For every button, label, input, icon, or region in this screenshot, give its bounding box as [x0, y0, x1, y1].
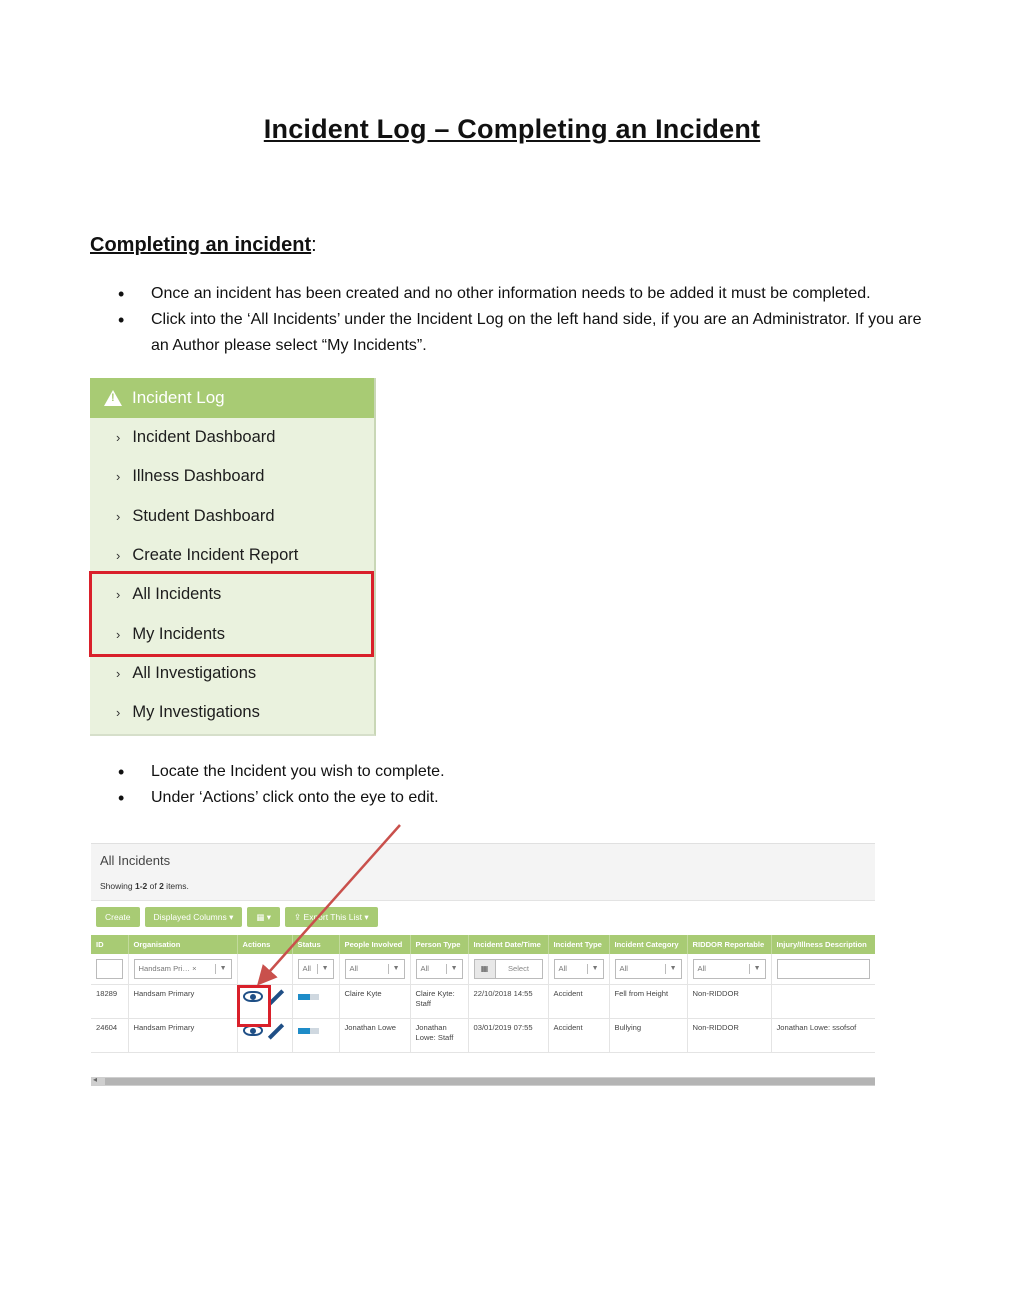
bullet-icon: • [118, 284, 125, 304]
column-header-status[interactable]: Status [292, 935, 339, 954]
cell-id: 18289 [91, 985, 128, 1019]
caret-down-icon: ▼ [587, 964, 599, 974]
chevron-right-icon: › [116, 430, 121, 446]
cell-organisation: Handsam Primary [128, 1019, 237, 1053]
panel-title: All Incidents [100, 853, 171, 868]
menu-item-incident-dashboard[interactable] [90, 418, 374, 457]
riddor-filter-select[interactable] [693, 959, 766, 979]
menu-item-all-investigations[interactable] [90, 654, 374, 693]
chevron-right-icon: › [116, 626, 121, 642]
column-header-id[interactable]: ID [91, 935, 128, 954]
list-item-text: Locate the Incident you wish to complete. [151, 763, 445, 780]
date-filter-value: Select [507, 964, 530, 973]
menu-header[interactable] [90, 378, 374, 418]
instruction-list-2 [118, 759, 938, 811]
bullet-icon: • [118, 762, 125, 782]
cell-people-involved: Claire Kyte [339, 985, 410, 1019]
menu-item-label: All Investigations [132, 663, 257, 682]
menu-item-illness-dashboard[interactable] [90, 457, 374, 496]
cell-incident-category: Bullying [609, 1019, 687, 1053]
document-title: Incident Log – Completing an Incident [263, 114, 761, 144]
menu-item-create-incident-report[interactable] [90, 536, 374, 575]
menu-item-my-investigations[interactable] [90, 693, 374, 732]
list-item-text: Click into the ‘All Incidents’ under the Incident Log on the left hand side, if you are an Administrator. If you are an Author please select “My Incidents”. [151, 311, 922, 354]
cell-person-type: Claire Kyte: Staff [410, 985, 468, 1019]
bullet-icon: • [118, 310, 125, 330]
description-filter-input[interactable] [777, 959, 870, 979]
column-header-incident-datetime[interactable]: Incident Date/Time [468, 935, 548, 954]
caret-down-icon: ▼ [388, 964, 400, 974]
calendar-icon[interactable]: ▦ [475, 960, 496, 978]
menu-header-label: Incident Log [132, 388, 225, 407]
cell-riddor: Non-RIDDOR [687, 1019, 771, 1053]
incident-type-filter-value: All [558, 964, 567, 973]
column-header-people-involved[interactable]: People Involved [339, 935, 410, 954]
cell-status [292, 1019, 339, 1053]
riddor-filter-value: All [697, 964, 706, 973]
grid-menu-button[interactable]: ▦ ▾ [247, 907, 280, 927]
chevron-right-icon: › [116, 508, 121, 524]
bullet-icon: • [118, 788, 125, 808]
caret-down-icon: ▼ [665, 964, 677, 974]
incident-log-menu [90, 378, 376, 736]
chevron-right-icon: › [116, 587, 121, 603]
panel-header [91, 844, 875, 901]
menu-item-label: Student Dashboard [132, 506, 275, 525]
menu-item-label: Illness Dashboard [132, 467, 265, 486]
instruction-list-1 [118, 281, 938, 359]
cell-person-type: Jonathan Lowe: Staff [410, 1019, 468, 1053]
cell-people-involved: Jonathan Lowe [339, 1019, 410, 1053]
list-item-text: Once an incident has been created and no other information needs to be added it must be completed. [151, 285, 871, 302]
category-filter-value: All [619, 964, 628, 973]
showing-total: 2 [159, 881, 164, 891]
column-header-incident-category[interactable]: Incident Category [609, 935, 687, 954]
caret-down-icon: ▼ [317, 964, 329, 974]
create-button[interactable]: Create [96, 907, 140, 927]
person-type-filter-value: All [420, 964, 429, 973]
warning-triangle-icon [104, 390, 122, 406]
section-heading-colon: : [311, 234, 317, 256]
chevron-right-icon: › [116, 469, 121, 485]
cell-id: 24604 [91, 1019, 128, 1053]
cell-description: Jonathan Lowe: ssofsof [771, 1019, 875, 1053]
showing-mid: of [147, 881, 160, 891]
cell-organisation: Handsam Primary [128, 985, 237, 1019]
menu-item-label: My Incidents [132, 624, 225, 643]
header-row [91, 935, 875, 954]
showing-range: 1-2 [134, 881, 148, 891]
column-header-actions: Actions [237, 935, 292, 954]
all-incidents-panel [91, 843, 875, 1103]
caret-down-icon: ▼ [215, 964, 227, 974]
column-header-incident-type[interactable]: Incident Type [548, 935, 609, 954]
list-item [118, 307, 938, 359]
showing-prefix: Showing [100, 881, 135, 891]
cell-incident-category: Fell from Height [609, 985, 687, 1019]
menu-item-label: Create Incident Report [132, 546, 299, 565]
people-filter-value: All [349, 964, 358, 973]
chevron-right-icon: › [116, 665, 121, 681]
showing-suffix: items. [163, 881, 189, 891]
menu-item-label: My Investigations [132, 703, 260, 722]
menu-item-label: Incident Dashboard [132, 428, 276, 447]
scrollbar-thumb[interactable] [105, 1078, 875, 1085]
organisation-filter-value: Handsam Pri… × [138, 964, 197, 973]
scroll-left-icon[interactable]: ◂ [93, 1075, 98, 1084]
table-row [91, 1019, 875, 1053]
caret-down-icon: ▼ [446, 964, 458, 974]
column-header-organisation[interactable]: Organisation [128, 935, 237, 954]
column-header-description[interactable]: Injury/Illness Description [771, 935, 875, 954]
date-filter[interactable] [474, 959, 543, 979]
horizontal-scrollbar[interactable] [91, 1077, 875, 1086]
cell-incident-datetime: 03/01/2019 07:55 [468, 1019, 548, 1053]
caret-down-icon: ▼ [749, 964, 761, 974]
incident-type-filter-select[interactable] [554, 959, 604, 979]
table-row [91, 985, 875, 1019]
person-type-filter-select[interactable] [416, 959, 463, 979]
annotation-arrow [230, 820, 410, 1000]
filter-row [91, 954, 875, 985]
list-item [118, 281, 938, 307]
menu-item-student-dashboard[interactable] [90, 497, 374, 536]
cell-description [771, 985, 875, 1019]
list-item [118, 785, 938, 811]
chevron-right-icon: › [116, 548, 121, 564]
status-progress-bar [298, 1028, 319, 1034]
menu-item-label: All Incidents [132, 585, 222, 604]
cell-incident-type: Accident [548, 1019, 609, 1053]
incidents-table [91, 935, 875, 1053]
cell-riddor: Non-RIDDOR [687, 985, 771, 1019]
id-filter-input[interactable] [96, 959, 123, 979]
list-item-text: Under ‘Actions’ click onto the eye to edit. [151, 789, 439, 806]
organisation-filter-select[interactable] [134, 959, 232, 979]
status-filter-value: All [302, 964, 311, 973]
section-heading [90, 234, 317, 257]
section-heading-text: Completing an incident [90, 234, 312, 256]
export-list-button[interactable]: ⇪ Export This List ▾ [285, 907, 378, 927]
cell-incident-datetime: 22/10/2018 14:55 [468, 985, 548, 1019]
column-header-riddor[interactable]: RIDDOR Reportable [687, 935, 771, 954]
showing-summary [100, 881, 189, 891]
highlight-box-incidents [89, 571, 374, 657]
displayed-columns-button[interactable]: Displayed Columns ▾ [145, 907, 243, 927]
chevron-right-icon: › [116, 705, 121, 721]
category-filter-select[interactable] [615, 959, 682, 979]
cell-incident-type: Accident [548, 985, 609, 1019]
highlight-box-eye [237, 985, 271, 1027]
list-item [118, 759, 938, 785]
column-header-person-type[interactable]: Person Type [410, 935, 468, 954]
